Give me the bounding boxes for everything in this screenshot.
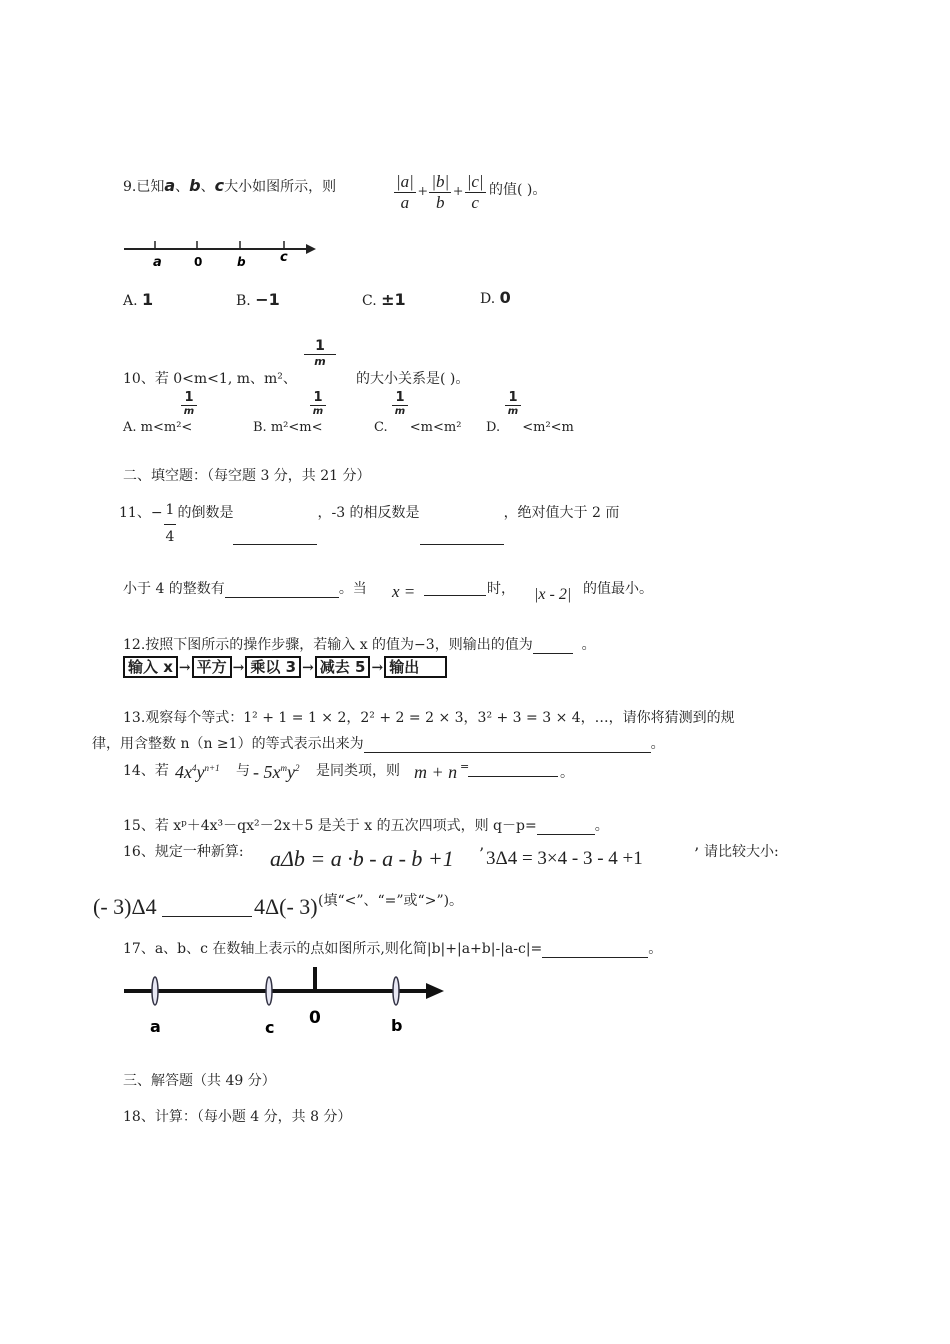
q16-prefix: 16、规定一种新算: [123, 844, 244, 860]
q11-text1: 的倒数是 [177, 505, 234, 521]
q10-frac-stem [304, 338, 336, 368]
q10-option-c-label: C. [374, 420, 388, 435]
q16-compare-text: 请比较大小: [704, 844, 779, 860]
q11-line2-text3: 时， [487, 581, 515, 597]
q11-abs-expr: |x - 2| [534, 586, 572, 603]
q9-plus1: + [416, 181, 429, 201]
q9-axis-label-b: b [237, 255, 246, 269]
q18-heading: 18、计算：（每小题 4 分，共 8 分） [123, 1109, 352, 1125]
q9-frac-b-den: b [436, 193, 445, 212]
q9-axis-label-0: 0 [194, 255, 203, 269]
q9-number-line [120, 236, 320, 270]
q9-var-b: b [189, 176, 201, 195]
q15-text: 15、若 xᵖ＋4x³－qx²－2x＋5 是关于 x 的五次四项式，则 q－p= [123, 818, 537, 834]
q11-text3: ，绝对值大于 2 而 [503, 505, 620, 521]
q9-var-a: a [164, 176, 176, 195]
q17-axis-label-a: a [150, 1017, 161, 1036]
q17-end: 。 [648, 941, 663, 957]
q11-line2 [123, 578, 367, 598]
q11-frac [164, 502, 177, 545]
q15-stem [123, 815, 609, 835]
q10-option-a[interactable]: A. m<m²< [123, 420, 193, 435]
q9-sep2: 、 [200, 179, 215, 195]
q15-end: 。 [594, 818, 609, 834]
q9-option-b[interactable] [236, 290, 280, 309]
q9-option-a-value: 1 [142, 290, 154, 309]
q14-mid: 与 [236, 763, 250, 779]
q17-axis-label-c: c [265, 1018, 275, 1037]
q12-blank-output[interactable] [533, 653, 573, 654]
q16-comma1: ’ [479, 844, 485, 863]
q9-option-c[interactable] [362, 290, 406, 309]
q9-option-b-value: −1 [255, 290, 280, 309]
q14-term2: - $5x^my^2$ [253, 762, 300, 782]
q9-frac-c-num: |c| [466, 172, 484, 191]
q9-option-a-label: A. [123, 293, 138, 309]
q9-frac-c [465, 172, 486, 213]
q9-option-a[interactable] [123, 290, 153, 309]
q14-text3: 是同类项，则 [316, 763, 400, 779]
q12-arrow-2: → [232, 660, 245, 676]
q11-blank-opposite[interactable] [420, 544, 504, 545]
q9-frac-b [429, 172, 451, 213]
section2-heading: 二、填空题：（每空题 3 分，共 21 分） [123, 468, 371, 484]
q10-option-d-text: <m²<m [522, 420, 574, 435]
q13-line1: 13.观察每个等式：1² + 1 = 1 × 2，2² + 2 = 2 × 3，3² + 3 = 3 × 4，…，请你将猜测到的规 [123, 710, 735, 726]
q12-arrow-4: → [371, 660, 384, 676]
q9-mid: 大小如图所示，则 [224, 179, 337, 195]
q9-stem [123, 176, 336, 196]
q15-blank[interactable] [537, 834, 595, 835]
q10-frac-stem-num: 1 [304, 338, 336, 355]
q12-step-multiply: 乘以 3 [245, 656, 301, 678]
q9-prefix: 9.已知 [123, 179, 165, 195]
q9-plus2: + [452, 181, 464, 201]
q9-sep1: 、 [175, 179, 190, 195]
q12-step-square: 平方 [192, 656, 232, 678]
q13-end: 。 [650, 736, 665, 752]
q11-text2: ，-3 的相反数是 [317, 505, 420, 521]
q9-axis-label-c: c [280, 250, 288, 265]
q10-option-c-frac-den: m [394, 406, 406, 417]
q17-stem [123, 938, 662, 958]
q9-option-d-label: D. [480, 291, 496, 307]
q10-option-b-frac-den: m [312, 406, 324, 417]
q9-expression [393, 172, 487, 213]
q9-option-b-label: B. [236, 293, 251, 309]
q11-blank-integers[interactable] [225, 597, 339, 598]
q12-flowchart [123, 656, 447, 678]
q10-frac-stem-den: m [314, 355, 326, 368]
q10-option-c-text: <m<m² [409, 420, 462, 435]
q12-step-output: 输出 [384, 656, 447, 678]
q9-frac-a [394, 172, 416, 213]
q9-axis-label-a: a [153, 255, 162, 270]
q12-arrow-1: → [178, 660, 191, 676]
q14-prefix: 14、若 [123, 763, 169, 779]
q14-term1: $4x^4y^{n+1}$ [175, 762, 220, 782]
q16-comma2: ’ [694, 844, 700, 863]
q13-blank-equation[interactable] [364, 752, 651, 753]
q10-option-a-frac-den: m [183, 406, 195, 417]
q12-step-input: 输入 x [123, 656, 178, 678]
q14-eq: = [460, 760, 470, 773]
q17-text: 17、a、b、c 在数轴上表示的点如图所示,则化简|b|+|a+b|-|a-c|= [123, 941, 543, 957]
q11-x-equals: x = [392, 582, 416, 601]
q11-frac-den: 4 [164, 524, 177, 545]
q11-prefix: 11、− [119, 505, 163, 521]
q16-note: (填“<”、“=”或“>”)。 [318, 893, 464, 909]
q10-option-c-frac-num: 1 [392, 390, 408, 406]
q10-option-c[interactable] [374, 420, 461, 435]
q14-expr: m + n [414, 762, 458, 782]
q9-option-c-value: ±1 [381, 290, 406, 309]
q10-option-d-frac-num: 1 [505, 390, 521, 406]
q11-line1 [119, 502, 619, 545]
q10-option-d-frac-den: m [507, 406, 519, 417]
q16-right-expr: 4Δ(- 3) [254, 894, 318, 919]
q9-option-d-value: 0 [499, 288, 511, 307]
q12-step-subtract: 减去 5 [315, 656, 371, 678]
q16-left-expr: (- 3)Δ4 [93, 894, 157, 919]
q10-stem-end: 的大小关系是( )。 [356, 371, 470, 387]
q12-text: 12.按照下图所示的操作步骤，若输入 x 的值为−3，则输出的值为 [123, 637, 533, 653]
q10-option-a-frac-num: 1 [181, 390, 197, 406]
q11-frac-num: 1 [165, 502, 175, 518]
q14-blank[interactable] [468, 760, 558, 777]
q17-number-line [120, 960, 450, 1040]
q9-frac-b-num: |b| [431, 172, 450, 191]
q9-option-d[interactable] [480, 288, 511, 307]
q10-option-b[interactable]: B. m²<m< [253, 420, 323, 435]
q9-var-c: c [214, 176, 225, 195]
q10-option-b-frac-num: 1 [310, 390, 326, 406]
q10-option-b-frac [310, 390, 326, 417]
q16-definition: aΔb = a ·b - a - b +1 [270, 846, 454, 871]
q10-option-d-label: D. [486, 420, 501, 435]
q12-end: 。 [581, 637, 596, 653]
q17-axis-label-b: b [391, 1016, 403, 1035]
q17-blank[interactable] [542, 957, 648, 958]
q16-blank[interactable] [162, 896, 252, 917]
q13-line2 [92, 733, 665, 753]
q9-frac-a-den: a [400, 193, 410, 212]
q9-suffix: 的值( )。 [489, 182, 547, 198]
q9-frac-c-den: c [471, 193, 479, 212]
section3-heading: 三、解答题（共 49 分） [123, 1073, 276, 1089]
q10-option-a-frac [181, 390, 197, 417]
q10-option-c-frac [392, 390, 408, 417]
q9-option-c-label: C. [362, 293, 377, 309]
q17-axis-label-0: 0 [309, 1008, 321, 1028]
q11-line2-text2: 。当 [338, 581, 367, 597]
q12-arrow-3: → [302, 660, 314, 676]
q11-line2-text4: 的值最小。 [583, 581, 653, 597]
q11-blank-x[interactable] [424, 578, 486, 596]
q11-line2-text1: 小于 4 的整数有 [123, 581, 225, 597]
q14-end: 。 [560, 765, 574, 781]
q10-option-d[interactable] [486, 420, 574, 435]
q10-option-d-frac [505, 390, 521, 417]
q16-example: 3Δ4 = 3×4 - 3 - 4 +1 [486, 848, 643, 869]
q12-stem [123, 634, 596, 654]
q10-stem: 10、若 0<m<1, m、m²、 [123, 371, 297, 387]
q13-line2-text: 律，用含整数 n（n ≥1）的等式表示出来为 [92, 736, 364, 752]
q9-frac-a-num: |a| [396, 172, 414, 191]
q11-blank-reciprocal[interactable] [233, 544, 317, 545]
